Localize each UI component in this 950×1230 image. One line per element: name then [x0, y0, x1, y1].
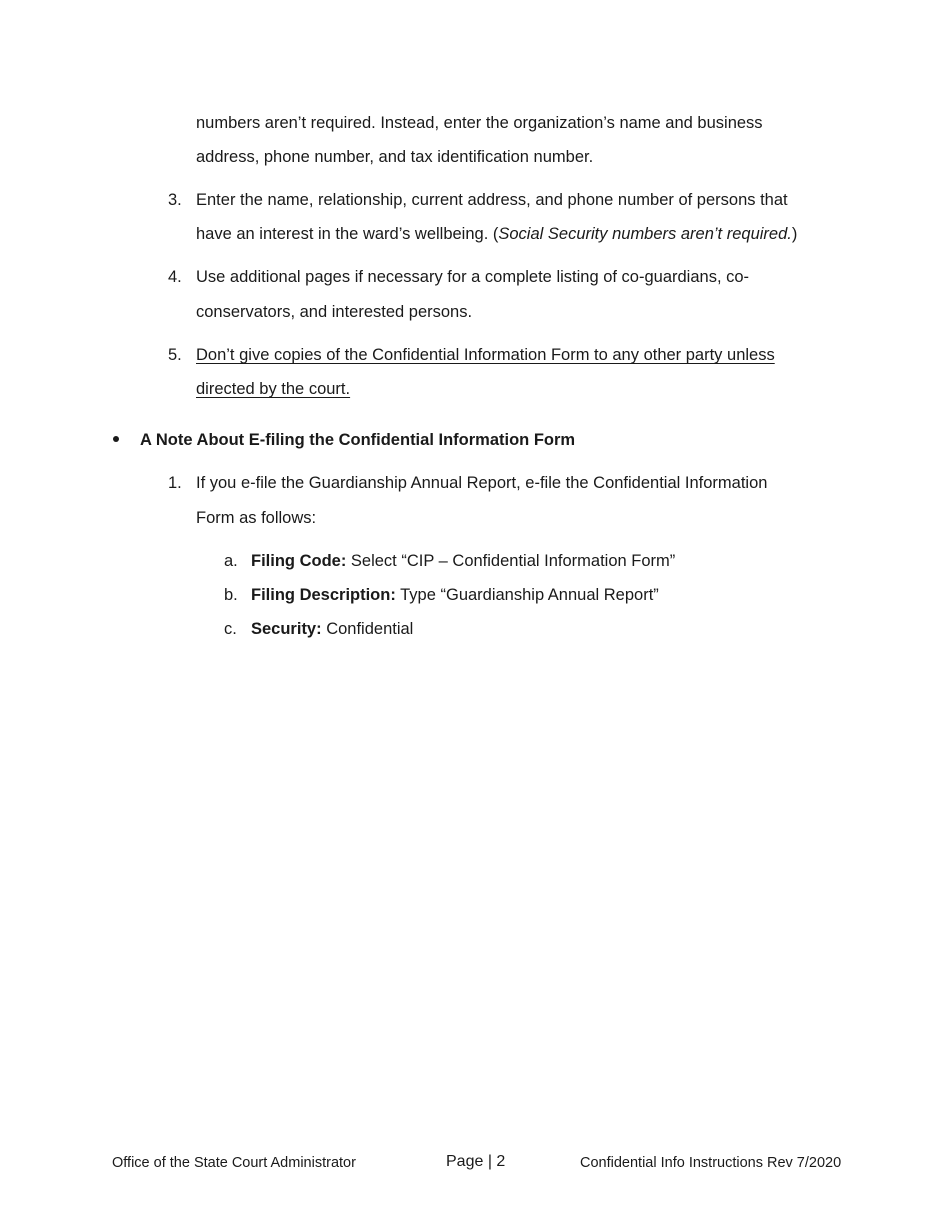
item-5-line-1: Don’t give copies of the Confidential Information Form to any other party unless	[196, 346, 775, 364]
sub-item-a-marker: a.	[224, 552, 238, 570]
efiling-heading: A Note About E-filing the Confidential Information Form	[140, 431, 576, 449]
footer-revision: Confidential Info Instructions Rev 7/2020	[580, 1155, 842, 1171]
filing-description-label: Filing Description:	[251, 586, 396, 604]
efiling-item-1-marker: 1.	[168, 474, 182, 492]
item-3-line-2	[196, 223, 797, 245]
sub-item-c-marker: c.	[224, 620, 237, 638]
item-4-line-2: conservators, and interested persons.	[196, 303, 473, 321]
sub-item-b-marker: b.	[224, 586, 238, 604]
item-5-line-2: directed by the court.	[196, 380, 351, 398]
item-3-line-2-text: have an interest in the ward’s wellbeing. (	[196, 225, 499, 243]
efiling-item-1-line-1: If you e-file the Guardianship Annual Report, e-file the Confidential Information	[196, 474, 768, 492]
bullet-icon	[113, 436, 119, 442]
item-2-continuation-line-1: numbers aren’t required. Instead, enter the organization’s name and business	[196, 114, 763, 132]
sub-item-b	[251, 584, 659, 606]
item-4-line-1: Use additional pages if necessary for a complete listing of co-guardians, co-	[196, 268, 750, 286]
filing-description-text: Type “Guardianship Annual Report”	[395, 586, 659, 604]
item-3-italic-note: Social Security numbers aren’t required.	[498, 225, 792, 243]
efiling-item-1-line-2: Form as follows:	[196, 509, 317, 527]
footer-office: Office of the State Court Administrator	[112, 1155, 356, 1171]
filing-code-label: Filing Code:	[251, 552, 347, 570]
item-4-marker: 4.	[168, 268, 182, 286]
security-label: Security:	[251, 620, 322, 638]
security-text: Confidential	[321, 620, 414, 638]
item-2-continuation-line-2: address, phone number, and tax identification number.	[196, 148, 594, 166]
sub-item-c	[251, 618, 413, 640]
item-3-line-1: Enter the name, relationship, current address, and phone number of persons that	[196, 191, 788, 209]
filing-code-text: Select “CIP – Confidential Information Form”	[346, 552, 676, 570]
item-3-closing-paren: )	[791, 225, 798, 243]
sub-item-a	[251, 550, 675, 572]
footer-page-number: Page | 2	[446, 1153, 506, 1170]
item-5-marker: 5.	[168, 346, 182, 364]
item-3-marker: 3.	[168, 191, 182, 209]
